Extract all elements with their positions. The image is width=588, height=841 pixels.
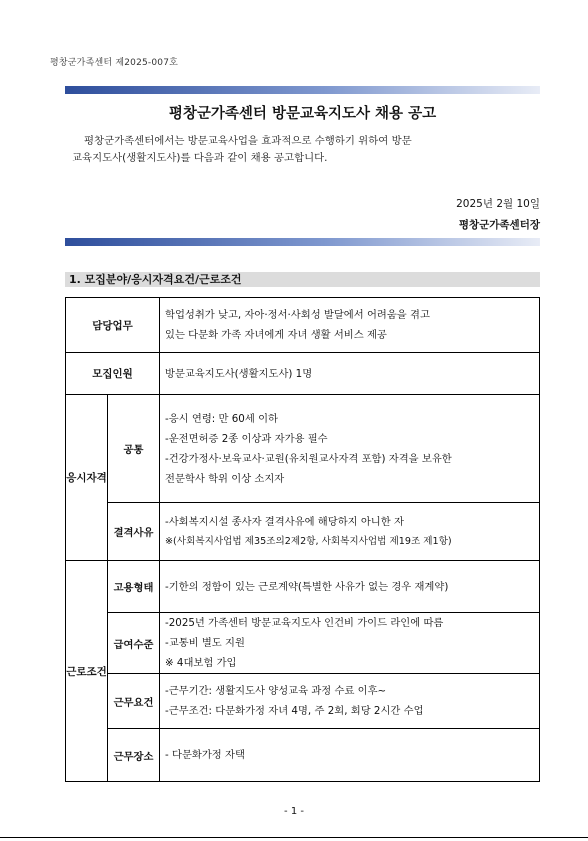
- salary-content: -2025년 가족센터 방문교육지도사 인건비 가이드 라인에 따름 -교통비 별도 지원 ※ 4대보험 가입: [160, 613, 540, 674]
- place-label: 근무장소: [108, 729, 160, 782]
- section-heading: 1. 모집분야/응시자격요건/근로조건: [65, 272, 540, 287]
- common-content: -응시 연령: 만 60세 이하 -운전면허증 2종 이상과 자가용 필수 -건강가정사·보육교사·교원(유치원교사자격 포함) 자격을 보유한 전문학사 학위 이상 소지자: [160, 395, 540, 503]
- notice-title: 평창군가족센터 방문교육지도사 채용 공고: [168, 105, 437, 122]
- employment-content: -기한의 정함이 있는 근로계약(특별한 사유가 없는 경우 재계약): [160, 561, 540, 613]
- notice-date: 2025년 2월 10일: [456, 198, 540, 210]
- work-label: 근무요건: [108, 674, 160, 729]
- page-number: - 1 -: [284, 806, 304, 817]
- issuer-name: 평창군가족센터장: [458, 219, 540, 231]
- duty-label: 담당업무: [66, 298, 160, 353]
- table-row: [66, 353, 540, 395]
- table-row: [66, 674, 540, 729]
- table-row: [66, 298, 540, 353]
- employment-label: 고용형태: [108, 561, 160, 613]
- intro-paragraph: [72, 133, 540, 167]
- table-row: [66, 503, 540, 561]
- recruit-content: 방문교육지도사(생활지도사) 1명: [160, 353, 540, 395]
- disqualify-content: -사회복지시설 종사자 결격사유에 해당하지 아니한 자 ※(사회복지사업법 제35조의2제2항, 사회복지사업법 제19조 제1항): [160, 503, 540, 561]
- place-content: - 다문화가정 자택: [160, 729, 540, 782]
- table-row: [66, 729, 540, 782]
- document-number: 평창군가족센터 제2025-007호: [50, 58, 179, 68]
- table-row: [66, 395, 540, 503]
- table-row: [66, 613, 540, 674]
- bottom-rule: [0, 837, 588, 838]
- qualification-label: 응시자격: [66, 395, 108, 561]
- recruit-label: 모집인원: [66, 353, 160, 395]
- salary-label: 급여수준: [108, 613, 160, 674]
- recruitment-table: [65, 297, 540, 782]
- work-content: -근무기간: 생활지도사 양성교육 과정 수료 이후~ -근무조건: 다문화가정 자녀 4명, 주 2회, 회당 2시간 수업: [160, 674, 540, 729]
- common-label: 공통: [108, 395, 160, 503]
- duty-content: 학업성취가 낮고, 자아·정서·사회성 발달에서 어려움을 겪고 있는 다문화 가족 자녀에게 자녀 생활 서비스 제공: [160, 298, 540, 353]
- title-band-top: [65, 86, 540, 94]
- intro-line-2: 교육지도사(생활지도사)를 다음과 같이 채용 공고합니다.: [72, 152, 328, 164]
- title-band-bottom: [65, 238, 540, 246]
- intro-line-1: 평창군가족센터에서는 방문교육사업을 효과적으로 수행하기 위하여 방문: [84, 135, 412, 147]
- conditions-label: 근로조건: [66, 561, 108, 782]
- table-row: [66, 561, 540, 613]
- disqualify-label: 결격사유: [108, 503, 160, 561]
